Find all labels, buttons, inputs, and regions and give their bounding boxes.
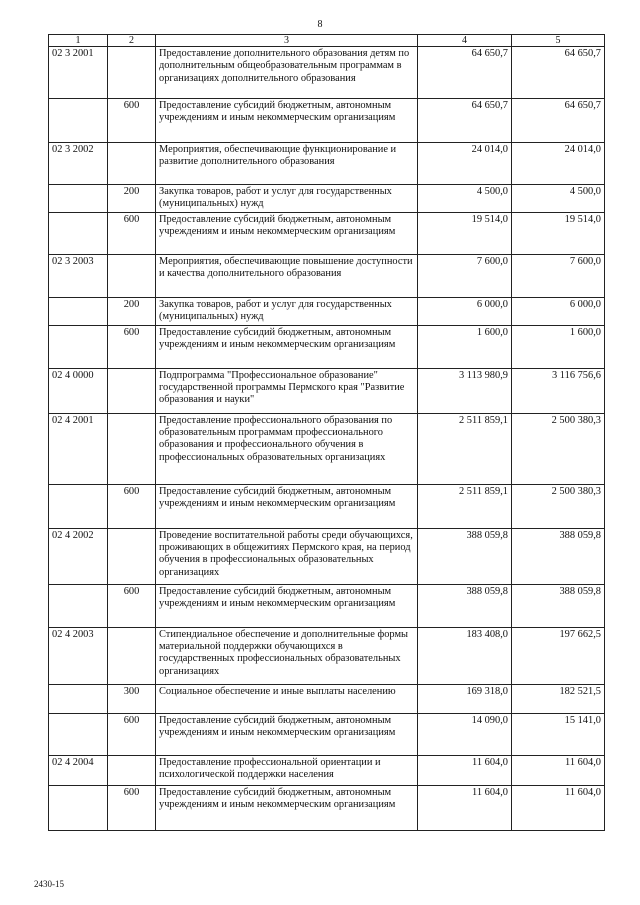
row-description: Предоставление субсидий бюджетным, автономным учреждениям и иным некоммерческим организациям	[156, 713, 418, 755]
row-expense-type: 200	[108, 297, 156, 325]
row-amount-col4: 6 000,0	[418, 297, 512, 325]
table-row	[49, 785, 605, 830]
row-code: 02 4 2004	[49, 755, 108, 785]
row-amount-col4: 183 408,0	[418, 627, 512, 684]
table-row	[49, 713, 605, 755]
row-code: 02 3 2003	[49, 254, 108, 297]
row-expense-type	[108, 143, 156, 185]
row-expense-type: 600	[108, 99, 156, 143]
row-expense-type	[108, 47, 156, 99]
row-amount-col5: 64 650,7	[512, 99, 605, 143]
row-expense-type: 300	[108, 684, 156, 713]
row-code	[49, 212, 108, 254]
row-amount-col5: 4 500,0	[512, 185, 605, 213]
row-expense-type	[108, 254, 156, 297]
table-row	[49, 212, 605, 254]
row-amount-col5: 11 604,0	[512, 755, 605, 785]
row-expense-type	[108, 627, 156, 684]
row-code: 02 4 2003	[49, 627, 108, 684]
column-header-2: 2	[108, 35, 156, 47]
page-number: 8	[317, 19, 323, 30]
row-expense-type	[108, 528, 156, 584]
row-amount-col4: 4 500,0	[418, 185, 512, 213]
row-description: Предоставление субсидий бюджетным, автономным учреждениям и иным некоммерческим организациям	[156, 584, 418, 627]
row-amount-col4: 64 650,7	[418, 47, 512, 99]
row-amount-col5: 15 141,0	[512, 713, 605, 755]
row-amount-col4: 1 600,0	[418, 325, 512, 368]
row-amount-col4: 7 600,0	[418, 254, 512, 297]
table-row	[49, 684, 605, 713]
row-amount-col5: 3 116 756,6	[512, 368, 605, 413]
table-row	[49, 528, 605, 584]
row-amount-col5: 1 600,0	[512, 325, 605, 368]
row-expense-type	[108, 755, 156, 785]
row-code	[49, 99, 108, 143]
row-amount-col5: 197 662,5	[512, 627, 605, 684]
row-amount-col5: 388 059,8	[512, 584, 605, 627]
row-amount-col5: 388 059,8	[512, 528, 605, 584]
row-code	[49, 325, 108, 368]
row-amount-col4: 388 059,8	[418, 528, 512, 584]
table-row	[49, 185, 605, 213]
row-amount-col5: 19 514,0	[512, 212, 605, 254]
table-row	[49, 297, 605, 325]
row-amount-col4: 388 059,8	[418, 584, 512, 627]
row-code: 02 4 2002	[49, 528, 108, 584]
row-expense-type: 600	[108, 325, 156, 368]
row-description: Предоставление дополнительного образования детям по дополнительным общеобразовательным программам в организациях дополнительного образования	[156, 47, 418, 99]
table-row	[49, 325, 605, 368]
row-description: Проведение воспитательной работы среди обучающихся, проживающих в общежитиях Пермского края, на период обучения в профессиональных образовательных организациях	[156, 528, 418, 584]
column-header-4: 4	[418, 35, 512, 47]
table-row	[49, 627, 605, 684]
row-amount-col4: 169 318,0	[418, 684, 512, 713]
row-code	[49, 713, 108, 755]
row-amount-col5: 182 521,5	[512, 684, 605, 713]
table-row	[49, 368, 605, 413]
table-row	[49, 413, 605, 484]
column-header-3: 3	[156, 35, 418, 47]
row-amount-col4: 2 511 859,1	[418, 413, 512, 484]
row-description: Предоставление субсидий бюджетным, автономным учреждениям и иным некоммерческим организациям	[156, 484, 418, 528]
row-amount-col4: 19 514,0	[418, 212, 512, 254]
row-amount-col5: 24 014,0	[512, 143, 605, 185]
row-code: 02 4 0000	[49, 368, 108, 413]
row-amount-col4: 2 511 859,1	[418, 484, 512, 528]
row-code	[49, 684, 108, 713]
row-description: Предоставление профессионального образования по образовательным программам профессионального образования и профессионального обучения в профессиональных образовательных организациях	[156, 413, 418, 484]
row-code	[49, 785, 108, 830]
table-row	[49, 143, 605, 185]
row-expense-type: 600	[108, 713, 156, 755]
column-header-1: 1	[49, 35, 108, 47]
row-amount-col5: 11 604,0	[512, 785, 605, 830]
row-code	[49, 484, 108, 528]
column-header-5: 5	[512, 35, 605, 47]
row-expense-type: 600	[108, 584, 156, 627]
row-expense-type: 600	[108, 484, 156, 528]
row-amount-col4: 11 604,0	[418, 785, 512, 830]
row-amount-col5: 2 500 380,3	[512, 484, 605, 528]
document-code: 2430-15	[34, 879, 64, 889]
row-code	[49, 584, 108, 627]
row-amount-col5: 2 500 380,3	[512, 413, 605, 484]
row-expense-type	[108, 413, 156, 484]
row-amount-col4: 11 604,0	[418, 755, 512, 785]
row-amount-col4: 24 014,0	[418, 143, 512, 185]
row-expense-type: 200	[108, 185, 156, 213]
row-expense-type: 600	[108, 785, 156, 830]
row-description: Мероприятия, обеспечивающие повышение доступности и качества дополнительного образования	[156, 254, 418, 297]
row-amount-col5: 7 600,0	[512, 254, 605, 297]
table-body	[49, 47, 605, 831]
budget-table	[48, 34, 605, 831]
table-row	[49, 99, 605, 143]
table-row	[49, 584, 605, 627]
row-description: Закупка товаров, работ и услуг для государственных (муниципальных) нужд	[156, 185, 418, 213]
row-amount-col5: 6 000,0	[512, 297, 605, 325]
table-row	[49, 254, 605, 297]
row-description: Закупка товаров, работ и услуг для государственных (муниципальных) нужд	[156, 297, 418, 325]
row-description: Стипендиальное обеспечение и дополнительные формы материальной поддержки обучающихся в государственных профессиональных образовательных организациях	[156, 627, 418, 684]
row-amount-col4: 64 650,7	[418, 99, 512, 143]
row-code: 02 4 2001	[49, 413, 108, 484]
row-amount-col4: 3 113 980,9	[418, 368, 512, 413]
row-description: Социальное обеспечение и иные выплаты населению	[156, 684, 418, 713]
row-code: 02 3 2001	[49, 47, 108, 99]
row-code: 02 3 2002	[49, 143, 108, 185]
row-code	[49, 297, 108, 325]
row-description: Предоставление субсидий бюджетным, автономным учреждениям и иным некоммерческим организациям	[156, 325, 418, 368]
row-expense-type: 600	[108, 212, 156, 254]
row-amount-col4: 14 090,0	[418, 713, 512, 755]
row-description: Предоставление субсидий бюджетным, автономным учреждениям и иным некоммерческим организациям	[156, 785, 418, 830]
row-description: Подпрограмма "Профессиональное образование" государственной программы Пермского края "Развитие образования и науки"	[156, 368, 418, 413]
row-description: Предоставление субсидий бюджетным, автономным учреждениям и иным некоммерческим организациям	[156, 212, 418, 254]
table-row	[49, 755, 605, 785]
row-amount-col5: 64 650,7	[512, 47, 605, 99]
row-code	[49, 185, 108, 213]
row-expense-type	[108, 368, 156, 413]
row-description: Предоставление субсидий бюджетным, автономным учреждениям и иным некоммерческим организациям	[156, 99, 418, 143]
header-row	[49, 35, 605, 47]
row-description: Мероприятия, обеспечивающие функционирование и развитие дополнительного образования	[156, 143, 418, 185]
table-row	[49, 47, 605, 99]
table-row	[49, 484, 605, 528]
row-description: Предоставление профессиональной ориентации и психологической поддержки населения	[156, 755, 418, 785]
